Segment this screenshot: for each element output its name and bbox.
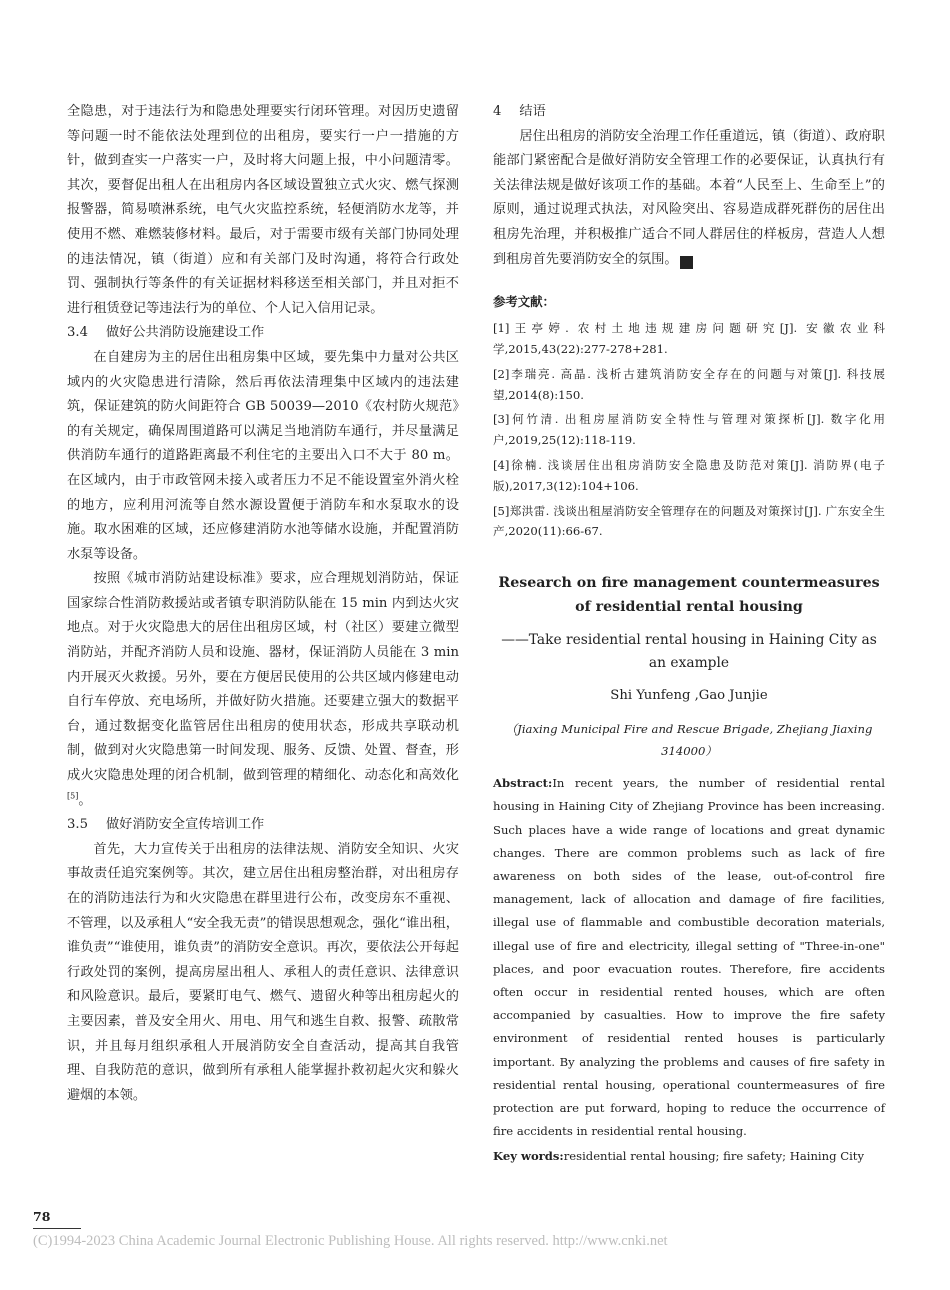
reference-item: [2]李瑞亮. 高晶. 浅析古建筑消防安全存在的问题与对策[J]. 科技展望,2014(8):150. xyxy=(493,366,885,402)
page-number-rule xyxy=(33,1228,81,1229)
body-paragraph xyxy=(67,567,459,813)
references-title: 参考文献： xyxy=(493,294,555,310)
english-affiliation: （Jiaxing Municipal Fire and Rescue Brigade, Zhejiang Jiaxing 314000） xyxy=(505,722,873,759)
reference-item: [4]徐楠. 浅谈居住出租房消防安全隐患及防范对策[J]. 消防界(电子版),2017,3(12):104+106. xyxy=(493,457,885,493)
reference-item: [3]何竹清. 出租房屋消防安全特性与管理对策探析[J]. 数字化用户,2019,25(12):118-119. xyxy=(493,412,885,448)
section-number: 3.4 xyxy=(67,325,88,341)
section-heading-3-4 xyxy=(67,321,459,346)
english-title: Research on fire management countermeasures of residential rental housing xyxy=(498,575,880,616)
copyright-footer: (C)1994-2023 China Academic Journal Electronic Publishing House. All rights reserved. http://www.cnki.net xyxy=(33,1233,668,1249)
section-heading-3-5 xyxy=(67,813,459,838)
english-subtitle: ——Take residential rental housing in Haining City as an example xyxy=(501,632,877,672)
citation-link[interactable]: [5] xyxy=(67,791,79,801)
paragraph-end: 。 xyxy=(78,792,92,808)
end-mark-icon: S xyxy=(680,256,693,269)
paragraph-text: 按照《城市消防站建设标准》要求，应合理规划消防站，保证国家综合性消防救援站或者镇专职消防队能在 15 min 内到达火灾地点。对于火灾隐患大的居住出租房区域，村（社区）要建立微型消防站，并配齐消防人员和设施、器材，保证消防人员能在 3 min 内开展灭火救援。另外，要在方便居民使用的公共区域内修建电动自行车停放、充电场所，并做好防火措施。还要建立强大的数据平台，通过数据变化监管居住出租房的使用状态，形成共享联动机制，做到对火灾隐患第一时间发现、服务、反馈、处置、督查，形成火灾隐患处理的闭合机制，做到管理的精细化、动态化和高效化 xyxy=(67,571,459,784)
section-title: 做好消防安全宣传培训工作 xyxy=(105,817,265,833)
reference-item: [1]王亭婷. 农村土地违规建房问题研究[J]. 安徽农业科学,2015,43(22):277-278+281. xyxy=(493,321,885,356)
section-number: 4 xyxy=(493,104,502,119)
body-paragraph: 首先，大力宣传关于出租房的法律法规、消防安全知识、火灾事故责任追究案例等。其次，建立居住出租房整治群，对出租房存在的消防违法行为和火灾隐患在群里进行公布，改变房东不重视、不管理，以及承租人“安全我无责”的错误思想观念，强化“谁出租，谁负责”“谁使用，谁负责”的消防安全意识。再次，要依法公开每起行政处罚的案例，提高房屋出租人、承租人的责任意识、法律意识和风险意识。最后，要紧盯电气、燃气、遗留火种等出租房起火的主要因素，普及安全用火、用电、用气和逃生自救、报警、疏散常识，并且每月组织承租人开展消防安全自查活动，提高其自我管理、自我防范的意识，做到所有承租人能掌握扑救初起火灾和躲火避烟的本领。 xyxy=(67,841,459,1103)
section-heading-4 xyxy=(493,100,885,125)
right-column xyxy=(493,100,885,1168)
keywords-text: residential rental housing; fire safety; Haining City xyxy=(563,1149,864,1164)
abstract-label: Abstract: xyxy=(493,776,553,791)
section-title: 做好公共消防设施建设工作 xyxy=(105,325,265,341)
body-paragraph: 全隐患，对于违法行为和隐患处理要实行闭环管理。对因历史遗留等问题一时不能依法处理到位的出租房，要实行一户一措施的方针，做到查实一户落实一户，及时将大问题上报，中小问题清零。其次，要督促出租人在出租房内各区域设置独立式火灾、燃气探测报警器，简易喷淋系统，电气火灾监控系统，轻便消防水龙等，并使用不燃、难燃装修材料。最后，对于需要市级有关部门协同处理的违法情况，镇（街道）应和有关部门及时沟通，将符合行政处罚、强制执行等条件的有关证据材料移送至相关部门，并且对拒不进行租赁登记等违法行为的单位、个人记入信用记录。 xyxy=(67,104,459,316)
english-abstract xyxy=(493,772,885,1143)
body-paragraph xyxy=(493,125,885,273)
body-paragraph: 在自建房为主的居住出租房集中区域，要先集中力量对公共区域内的火灾隐患进行清除，然后再依法清理集中区域内的违法建筑，保证建筑的防火间距符合 GB 50039—2010《农村防火规范》的有关规定，确保周围道路可以满足当地消防车通行，并尽量满足供消防车通行的道路距离最不利住宅的主要出入口不大于 80 m。在区域内，由于市政管网未接入或者压力不足不能设置室外消火栓的地方，应利用河流等自然水源设置便于消防车和水泵取水的设施。取水困难的区域，还应修建消防水池等储水设施，并配置消防水泵等设备。 xyxy=(67,349,459,562)
left-column xyxy=(67,100,459,1108)
abstract-text: In recent years, the number of residential rental housing in Haining City of Zhejiang Province has been increasing. Such places have a wide range of locations and great dynamic changes. There are common problems such as lack of fire awareness on both sides of the lease, out-of-control fire management, lack of allocation and damage of fire facilities, illegal use of flammable and combustible decoration materials, illegal use of fire and electricity, illegal setting of "Three-in-one" places, and poor evacuation routes. Therefore, fire accidents often occur in residential rented houses, which are often accompanied by casualties. How to improve the fire safety environment of residential rented houses is particularly important. By analyzing the problems and causes of fire safety in residential rental housing, operational countermeasures of fire protection are put forward, hoping to reduce the occurrence of fire accidents in residential rental housing. xyxy=(493,776,885,1139)
section-title: 结语 xyxy=(519,104,546,119)
page-number: 78 xyxy=(33,1209,51,1224)
reference-item: [5]郑洪雷. 浅谈出租屋消防安全管理存在的问题及对策探讨[J]. 广东安全生产,2020(11):66-67. xyxy=(493,503,885,539)
paragraph-text: 居住出租房的消防安全治理工作任重道远，镇（街道）、政府职能部门紧密配合是做好消防安全管理工作的必要保证，认真执行有关法律法规是做好该项工作的基础。本着“人民至上、生命至上”的原则，通过说理式执法，对风险突出、容易造成群死群伤的居住出租房先治理，并积极推广适合不同人群居住的样板房，营造人人想到租房首先要消防安全的氛围。 xyxy=(493,128,885,267)
english-keywords xyxy=(493,1145,885,1168)
english-authors: Shi Yunfeng ,Gao Junjie xyxy=(610,688,768,704)
section-number: 3.5 xyxy=(67,817,88,833)
keywords-label: Key words: xyxy=(493,1149,564,1164)
